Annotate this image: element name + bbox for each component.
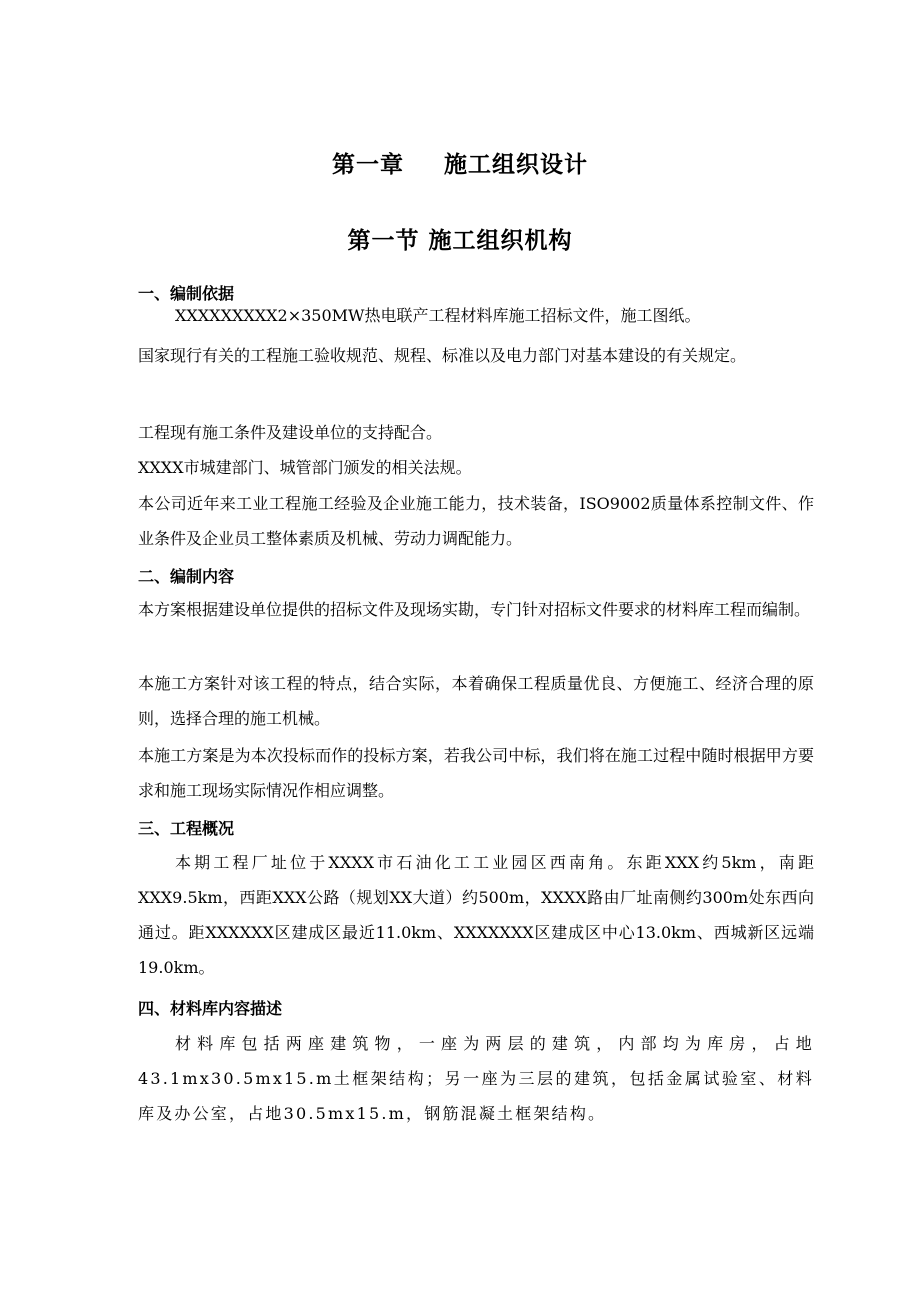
chapter-name: 施工组织设计 bbox=[444, 152, 588, 178]
heading-warehouse-description: 四、材料库内容描述 bbox=[138, 999, 283, 1018]
paragraph: 工程现有施工条件及建设单位的支持配合。 bbox=[138, 423, 443, 442]
paragraph: 本公司近年来工业工程施工经验及企业施工能力，技术装备，ISO9002质量体系控制文件、作业条件及企业员工整体素质及机械、劳动力调配能力。 bbox=[138, 494, 814, 548]
paragraph: 本期工程厂址位于XXXX市石油化工工业园区西南角。东距XXX约5km，南距XXX9.5km，西距XXX公路（规划XX大道）约500m，XXXX路由厂址南侧约300m处东西向通过。距XXXXXX区建成区最近11.0km、XXXXXXX区建成区中心13.0km、西城新区远端19.0km。 bbox=[138, 853, 814, 977]
paragraph: XXXXXXXXX2×350MW热电联产工程材料库施工招标文件，施工图纸。 bbox=[175, 306, 701, 325]
paragraph: 本施工方案针对该工程的特点，结合实际，本着确保工程质量优良、方便施工、经济合理的原则，选择合理的施工机械。 bbox=[138, 674, 814, 728]
paragraph: 国家现行有关的工程施工验收规范、规程、标准以及电力部门对基本建设的有关规定。 bbox=[138, 346, 747, 365]
paragraph: 材料库包括两座建筑物，一座为两层的建筑，内部均为库房，占地43.1mx30.5mx15.m土框架结构；另一座为三层的建筑，包括金属试验室、材料库及办公室，占地30.5mx15.m，钢筋混凝土框架结构。 bbox=[138, 1034, 814, 1123]
chapter-number: 第一章 bbox=[332, 152, 404, 178]
paragraph: 本施工方案是为本次投标而作的投标方案，若我公司中标，我们将在施工过程中随时根据甲方要求和施工现场实际情况作相应调整。 bbox=[138, 746, 814, 800]
heading-project-overview: 三、工程概况 bbox=[138, 819, 235, 838]
paragraph: 本方案根据建设单位提供的招标文件及现场实勘，专门针对招标文件要求的材料库工程而编制。 bbox=[138, 600, 811, 619]
section-title: 第一节 施工组织机构 bbox=[347, 228, 573, 254]
heading-compilation-content: 二、编制内容 bbox=[138, 567, 235, 586]
paragraph: XXXX市城建部门、城管部门颁发的相关法规。 bbox=[138, 458, 472, 477]
chapter-title bbox=[0, 146, 920, 179]
heading-compilation-basis: 一、编制依据 bbox=[138, 284, 235, 303]
